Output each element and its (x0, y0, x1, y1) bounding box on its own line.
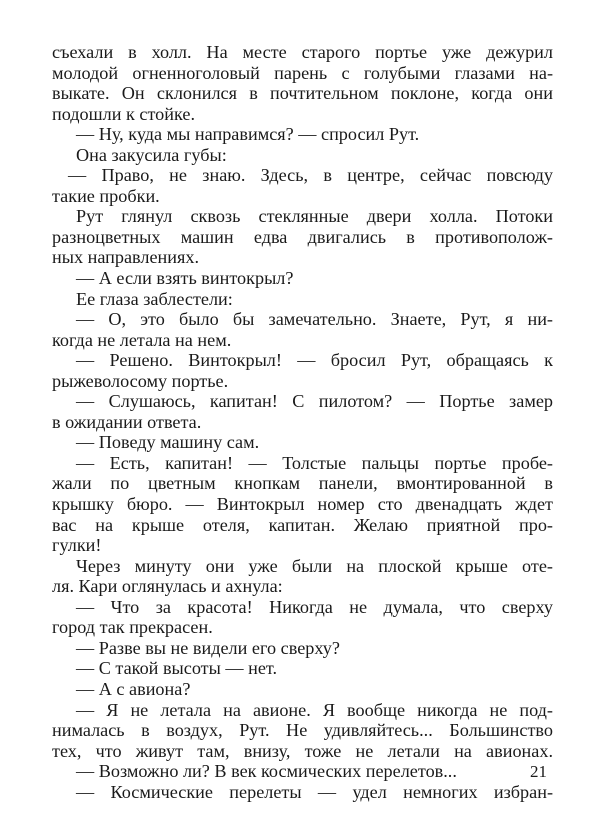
text-line: — Есть, капитан! — Толстые пальцы портье пробе- (76, 452, 553, 473)
text-line: — А если взять винтокрыл? (76, 268, 294, 289)
text-line: — Слушаюсь, капитан! С пилотом? — Портье замер (76, 391, 553, 412)
text-line: город так прекрасен. (52, 617, 213, 638)
text-line: жали по цветным кнопкам панели, вмонтированной в (52, 473, 553, 494)
text-line: молодой огненноголовый парень с голубыми глазами на- (52, 62, 553, 83)
text-line: гулки! (52, 535, 102, 556)
text-line: ных направлениях. (52, 247, 200, 268)
text-line: Рут глянул сквозь стеклянные двери холла. Потоки (76, 206, 553, 227)
text-line: нималась в воздух, Рут. Не удивляйтесь... Большинство (52, 720, 553, 741)
text-line: Она закусила губы: (76, 144, 227, 165)
text-line: съехали в холл. На месте старого портье уже дежурил (52, 42, 553, 62)
text-line: тех, что живут там, внизу, тоже не летали на авионах. (52, 740, 553, 761)
text-line: — С такой высоты — нет. (76, 658, 278, 679)
text-line: — Я не летала на авионе. Я вообще никогда не под- (76, 699, 553, 720)
text-line: — Поведу машину сам. (76, 432, 260, 453)
text-line: ля. Кари оглянулась и ахнула: (52, 576, 283, 597)
text-line: — Космические перелеты — удел немногих избран- (76, 781, 553, 802)
text-line: — Возможно ли? В век космических перелетов... (76, 761, 457, 782)
text-line: крышку бюро. — Винтокрыл номер сто двенадцать ждет (52, 494, 553, 515)
text-line: — Что за красота! Никогда не думала, что сверху (76, 596, 553, 617)
text-line: такие пробки. (52, 185, 160, 206)
text-line: когда не летала на нем. (52, 329, 232, 350)
text-line: Ее глаза заблестели: (76, 288, 233, 309)
book-page-text (52, 42, 553, 802)
text-line: подошли к стойке. (52, 103, 196, 124)
text-line: — Право, не знаю. Здесь, в центре, сейчас повсюду (68, 165, 553, 186)
text-line: Через минуту они уже были на плоской крыше оте- (76, 555, 553, 576)
page-number: 21 (530, 762, 547, 781)
text-line: — Решено. Винтокрыл! — бросил Рут, обращаясь к (76, 350, 553, 371)
text-line: в ожидании ответа. (52, 411, 202, 432)
text-line: разноцветных машин едва двигались в противополож- (52, 226, 553, 247)
text-line: рыжеволосому портье. (52, 370, 229, 391)
text-line: — Ну, куда мы направимся? — спросил Рут. (76, 124, 420, 145)
text-line: вас на крыше отеля, капитан. Желаю приятной про- (52, 514, 553, 535)
text-line: выкате. Он склонился в почтительном поклоне, когда они (52, 83, 553, 104)
text-line: — О, это было бы замечательно. Знаете, Рут, я ни- (76, 309, 553, 330)
text-line: — А с авиона? (76, 678, 191, 699)
text-line: — Разве вы не видели его сверху? (76, 637, 340, 658)
